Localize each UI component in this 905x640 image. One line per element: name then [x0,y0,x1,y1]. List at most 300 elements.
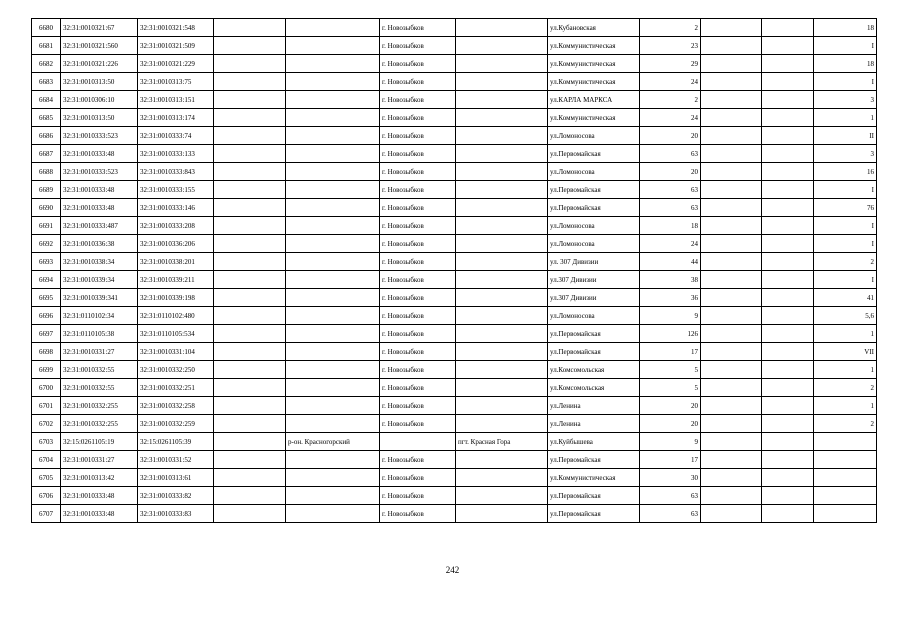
row-index-cell: 6691 [32,217,61,235]
street-cell: ул.Первомайская [548,199,640,217]
house-number-cell: 63 [640,505,701,523]
city-cell: г. Новозыбков [380,271,456,289]
cadastral-number-cell: 32:31:0010333:48 [61,145,138,163]
col-empty-1-cell [214,19,286,37]
col-empty-1-cell [214,397,286,415]
city-cell: г. Новозыбков [380,361,456,379]
col-empty-2-cell [701,199,762,217]
table-row [32,253,877,271]
district-cell [286,37,380,55]
object-cadastral-number-cell: 32:31:0010333:146 [138,199,214,217]
table-row [32,55,877,73]
house-number-cell: 5 [640,361,701,379]
col-empty-1-cell [214,91,286,109]
row-index-cell: 6702 [32,415,61,433]
col-empty-3-cell [762,73,814,91]
district-cell [286,289,380,307]
row-index-cell: 6683 [32,73,61,91]
col-empty-3-cell [762,289,814,307]
col-empty-2-cell [701,469,762,487]
house-number-cell: 44 [640,253,701,271]
object-cadastral-number-cell: 32:31:0010332:259 [138,415,214,433]
apartment-number-cell: 1 [814,361,877,379]
settlement-cell [456,181,548,199]
col-empty-2-cell [701,37,762,55]
object-cadastral-number-cell: 32:31:0010333:133 [138,145,214,163]
row-index-cell: 6684 [32,91,61,109]
col-empty-1-cell [214,469,286,487]
house-number-cell: 2 [640,91,701,109]
settlement-cell [456,235,548,253]
col-empty-2-cell [701,91,762,109]
city-cell: г. Новозыбков [380,163,456,181]
settlement-cell [456,397,548,415]
district-cell [286,487,380,505]
cadastral-number-cell: 32:15:0261105:19 [61,433,138,451]
house-number-cell: 36 [640,289,701,307]
row-index-cell: 6681 [32,37,61,55]
cadastral-number-cell: 32:31:0010333:523 [61,163,138,181]
col-empty-1-cell [214,343,286,361]
table-row [32,343,877,361]
col-empty-1-cell [214,37,286,55]
district-cell [286,379,380,397]
row-index-cell: 6690 [32,199,61,217]
street-cell: ул.Куйбышева [548,433,640,451]
settlement-cell [456,451,548,469]
apartment-number-cell [814,505,877,523]
table-row [32,163,877,181]
col-empty-3-cell [762,343,814,361]
col-empty-3-cell [762,451,814,469]
row-index-cell: 6686 [32,127,61,145]
apartment-number-cell: 2 [814,415,877,433]
object-cadastral-number-cell: 32:31:0010321:229 [138,55,214,73]
house-number-cell: 20 [640,163,701,181]
cadastral-number-cell: 32:31:0010332:255 [61,397,138,415]
table-row [32,379,877,397]
district-cell: р-он. Красногорский [286,433,380,451]
settlement-cell [456,343,548,361]
cadastral-number-cell: 32:31:0010339:341 [61,289,138,307]
settlement-cell [456,91,548,109]
col-empty-1-cell [214,253,286,271]
col-empty-3-cell [762,37,814,55]
col-empty-2-cell [701,253,762,271]
street-cell: ул.Первомайская [548,487,640,505]
col-empty-1-cell [214,199,286,217]
cadastral-number-cell: 32:31:0010331:27 [61,451,138,469]
district-cell [286,235,380,253]
house-number-cell: 5 [640,379,701,397]
settlement-cell [456,19,548,37]
street-cell: ул.Первомайская [548,451,640,469]
house-number-cell: 17 [640,451,701,469]
object-cadastral-number-cell: 32:31:0010333:208 [138,217,214,235]
settlement-cell [456,289,548,307]
page-number: 242 [445,565,460,575]
row-index-cell: 6697 [32,325,61,343]
city-cell: г. Новозыбков [380,505,456,523]
apartment-number-cell: 76 [814,199,877,217]
col-empty-2-cell [701,307,762,325]
row-index-cell: 6706 [32,487,61,505]
col-empty-2-cell [701,73,762,91]
house-number-cell: 63 [640,145,701,163]
settlement-cell [456,361,548,379]
house-number-cell: 29 [640,55,701,73]
cadastral-number-cell: 32:31:0010332:255 [61,415,138,433]
apartment-number-cell: I [814,271,877,289]
district-cell [286,73,380,91]
district-cell [286,253,380,271]
object-cadastral-number-cell: 32:31:0010331:52 [138,451,214,469]
district-cell [286,271,380,289]
district-cell [286,109,380,127]
apartment-number-cell: 16 [814,163,877,181]
col-empty-3-cell [762,91,814,109]
district-cell [286,361,380,379]
street-cell: ул.Коммунистическая [548,73,640,91]
district-cell [286,505,380,523]
city-cell: г. Новозыбков [380,109,456,127]
apartment-number-cell: I [814,181,877,199]
apartment-number-cell: 18 [814,19,877,37]
row-index-cell: 6689 [32,181,61,199]
row-index-cell: 6695 [32,289,61,307]
object-cadastral-number-cell: 32:31:0010321:548 [138,19,214,37]
city-cell: г. Новозыбков [380,397,456,415]
street-cell: ул.Комсомольская [548,379,640,397]
col-empty-2-cell [701,325,762,343]
district-cell [286,343,380,361]
apartment-number-cell: 5,6 [814,307,877,325]
house-number-cell: 20 [640,397,701,415]
col-empty-3-cell [762,163,814,181]
table-row [32,433,877,451]
object-cadastral-number-cell: 32:31:0010332:251 [138,379,214,397]
city-cell: г. Новозыбков [380,289,456,307]
row-index-cell: 6682 [32,55,61,73]
settlement-cell: пгт. Красная Гора [456,433,548,451]
street-cell: ул.Первомайская [548,325,640,343]
object-cadastral-number-cell: 32:31:0010333:83 [138,505,214,523]
settlement-cell [456,325,548,343]
street-cell: ул.Комсомольская [548,361,640,379]
col-empty-1-cell [214,451,286,469]
row-index-cell: 6685 [32,109,61,127]
object-cadastral-number-cell: 32:31:0010338:201 [138,253,214,271]
street-cell: ул.Ломоносова [548,217,640,235]
apartment-number-cell: VII [814,343,877,361]
street-cell: ул.Ломоносова [548,307,640,325]
city-cell: г. Новозыбков [380,181,456,199]
object-cadastral-number-cell: 32:31:0010332:258 [138,397,214,415]
settlement-cell [456,487,548,505]
col-empty-2-cell [701,451,762,469]
col-empty-3-cell [762,487,814,505]
settlement-cell [456,145,548,163]
cadastral-number-cell: 32:31:0010333:48 [61,487,138,505]
house-number-cell: 20 [640,415,701,433]
col-empty-3-cell [762,325,814,343]
col-empty-3-cell [762,379,814,397]
col-empty-1-cell [214,487,286,505]
col-empty-1-cell [214,379,286,397]
object-cadastral-number-cell: 32:31:0010331:104 [138,343,214,361]
cadastral-number-cell: 32:31:0010313:42 [61,469,138,487]
district-cell [286,307,380,325]
col-empty-1-cell [214,127,286,145]
house-number-cell: 30 [640,469,701,487]
table-row [32,127,877,145]
street-cell: ул.Ленина [548,397,640,415]
city-cell: г. Новозыбков [380,469,456,487]
street-cell: ул.КАРЛА МАРКСА [548,91,640,109]
col-empty-3-cell [762,361,814,379]
district-cell [286,145,380,163]
col-empty-1-cell [214,145,286,163]
district-cell [286,397,380,415]
apartment-number-cell [814,487,877,505]
settlement-cell [456,37,548,55]
cadastral-number-cell: 32:31:0010333:48 [61,505,138,523]
district-cell [286,325,380,343]
apartment-number-cell: 1 [814,325,877,343]
object-cadastral-number-cell: 32:31:0110102:480 [138,307,214,325]
street-cell: ул.Первомайская [548,505,640,523]
cadastral-number-cell: 32:31:0110102:34 [61,307,138,325]
col-empty-2-cell [701,343,762,361]
city-cell: г. Новозыбков [380,37,456,55]
row-index-cell: 6694 [32,271,61,289]
table-row [32,415,877,433]
col-empty-1-cell [214,73,286,91]
settlement-cell [456,199,548,217]
apartment-number-cell: 3 [814,91,877,109]
object-cadastral-number-cell: 32:31:0010333:82 [138,487,214,505]
col-empty-3-cell [762,127,814,145]
street-cell: ул.Первомайская [548,181,640,199]
col-empty-2-cell [701,19,762,37]
city-cell: г. Новозыбков [380,91,456,109]
cadastral-number-cell: 32:31:0010338:34 [61,253,138,271]
table-row [32,469,877,487]
col-empty-2-cell [701,271,762,289]
house-number-cell: 23 [640,37,701,55]
district-cell [286,469,380,487]
object-cadastral-number-cell: 32:15:0261105:39 [138,433,214,451]
col-empty-3-cell [762,109,814,127]
house-number-cell: 2 [640,19,701,37]
col-empty-2-cell [701,163,762,181]
street-cell: ул.Кубановская [548,19,640,37]
house-number-cell: 63 [640,181,701,199]
district-cell [286,217,380,235]
cadastral-number-cell: 32:31:0010339:34 [61,271,138,289]
col-empty-2-cell [701,505,762,523]
settlement-cell [456,55,548,73]
settlement-cell [456,307,548,325]
apartment-number-cell: II [814,127,877,145]
col-empty-3-cell [762,415,814,433]
street-cell: ул.Первомайская [548,145,640,163]
cadastral-number-cell: 32:31:0010321:67 [61,19,138,37]
district-cell [286,451,380,469]
col-empty-3-cell [762,217,814,235]
object-cadastral-number-cell: 32:31:0010333:843 [138,163,214,181]
col-empty-2-cell [701,487,762,505]
apartment-number-cell: I [814,37,877,55]
settlement-cell [456,127,548,145]
table-row [32,199,877,217]
row-index-cell: 6704 [32,451,61,469]
row-index-cell: 6700 [32,379,61,397]
row-index-cell: 6692 [32,235,61,253]
col-empty-3-cell [762,55,814,73]
col-empty-2-cell [701,127,762,145]
table-row [32,91,877,109]
col-empty-2-cell [701,217,762,235]
col-empty-3-cell [762,253,814,271]
col-empty-1-cell [214,55,286,73]
row-index-cell: 6693 [32,253,61,271]
house-number-cell: 17 [640,343,701,361]
city-cell: г. Новозыбков [380,55,456,73]
col-empty-2-cell [701,415,762,433]
house-number-cell: 18 [640,217,701,235]
col-empty-1-cell [214,505,286,523]
street-cell: ул.Первомайская [548,343,640,361]
table-row [32,361,877,379]
city-cell: г. Новозыбков [380,217,456,235]
district-cell [286,181,380,199]
object-cadastral-number-cell: 32:31:0010336:206 [138,235,214,253]
city-cell: г. Новозыбков [380,451,456,469]
street-cell: ул.Коммунистическая [548,37,640,55]
district-cell [286,163,380,181]
settlement-cell [456,253,548,271]
settlement-cell [456,271,548,289]
house-number-cell: 24 [640,235,701,253]
street-cell: ул.Ленина [548,415,640,433]
settlement-cell [456,73,548,91]
row-index-cell: 6698 [32,343,61,361]
col-empty-2-cell [701,181,762,199]
table-row [32,451,877,469]
col-empty-3-cell [762,307,814,325]
street-cell: ул.Ломоносова [548,163,640,181]
city-cell: г. Новозыбков [380,379,456,397]
house-number-cell: 9 [640,307,701,325]
object-cadastral-number-cell: 32:31:0010333:155 [138,181,214,199]
city-cell: г. Новозыбков [380,325,456,343]
street-cell: ул.Ломоносова [548,127,640,145]
house-number-cell: 63 [640,199,701,217]
row-index-cell: 6688 [32,163,61,181]
col-empty-1-cell [214,307,286,325]
apartment-number-cell: 2 [814,253,877,271]
col-empty-2-cell [701,361,762,379]
apartment-number-cell [814,469,877,487]
apartment-number-cell: 2 [814,379,877,397]
object-cadastral-number-cell: 32:31:0010313:61 [138,469,214,487]
col-empty-3-cell [762,145,814,163]
cadastral-number-cell: 32:31:0010332:55 [61,361,138,379]
col-empty-3-cell [762,271,814,289]
col-empty-1-cell [214,109,286,127]
col-empty-1-cell [214,433,286,451]
cadastral-number-cell: 32:31:0110105:38 [61,325,138,343]
city-cell: г. Новозыбков [380,487,456,505]
table-row [32,271,877,289]
table-row [32,487,877,505]
object-cadastral-number-cell: 32:31:0010333:74 [138,127,214,145]
apartment-number-cell: 18 [814,55,877,73]
settlement-cell [456,217,548,235]
cadastral-number-cell: 32:31:0010306:10 [61,91,138,109]
apartment-number-cell: I [814,73,877,91]
city-cell: г. Новозыбков [380,199,456,217]
col-empty-2-cell [701,433,762,451]
table-row [32,325,877,343]
city-cell: г. Новозыбков [380,73,456,91]
city-cell: г. Новозыбков [380,145,456,163]
apartment-number-cell: 1 [814,397,877,415]
table-row [32,289,877,307]
object-cadastral-number-cell: 32:31:0010321:509 [138,37,214,55]
city-cell [380,433,456,451]
cadastral-number-cell: 32:31:0010333:523 [61,127,138,145]
col-empty-1-cell [214,163,286,181]
row-index-cell: 6687 [32,145,61,163]
col-empty-3-cell [762,199,814,217]
cadastral-number-cell: 32:31:0010331:27 [61,343,138,361]
col-empty-3-cell [762,181,814,199]
district-cell [286,415,380,433]
table-row [32,397,877,415]
col-empty-1-cell [214,325,286,343]
col-empty-2-cell [701,55,762,73]
street-cell: ул.Коммунистическая [548,469,640,487]
object-cadastral-number-cell: 32:31:0110105:534 [138,325,214,343]
street-cell: ул.307 Дивизии [548,289,640,307]
col-empty-3-cell [762,505,814,523]
registry-table [31,18,877,523]
cadastral-number-cell: 32:31:0010333:48 [61,181,138,199]
settlement-cell [456,163,548,181]
cadastral-number-cell: 32:31:0010336:38 [61,235,138,253]
table-row [32,73,877,91]
apartment-number-cell: 41 [814,289,877,307]
settlement-cell [456,379,548,397]
settlement-cell [456,469,548,487]
row-index-cell: 6705 [32,469,61,487]
col-empty-2-cell [701,109,762,127]
col-empty-1-cell [214,235,286,253]
street-cell: ул.Коммунистическая [548,55,640,73]
house-number-cell: 24 [640,109,701,127]
cadastral-number-cell: 32:31:0010321:560 [61,37,138,55]
settlement-cell [456,415,548,433]
col-empty-1-cell [214,415,286,433]
table-row [32,19,877,37]
apartment-number-cell: I [814,235,877,253]
col-empty-1-cell [214,289,286,307]
city-cell: г. Новозыбков [380,307,456,325]
settlement-cell [456,109,548,127]
table-row [32,235,877,253]
